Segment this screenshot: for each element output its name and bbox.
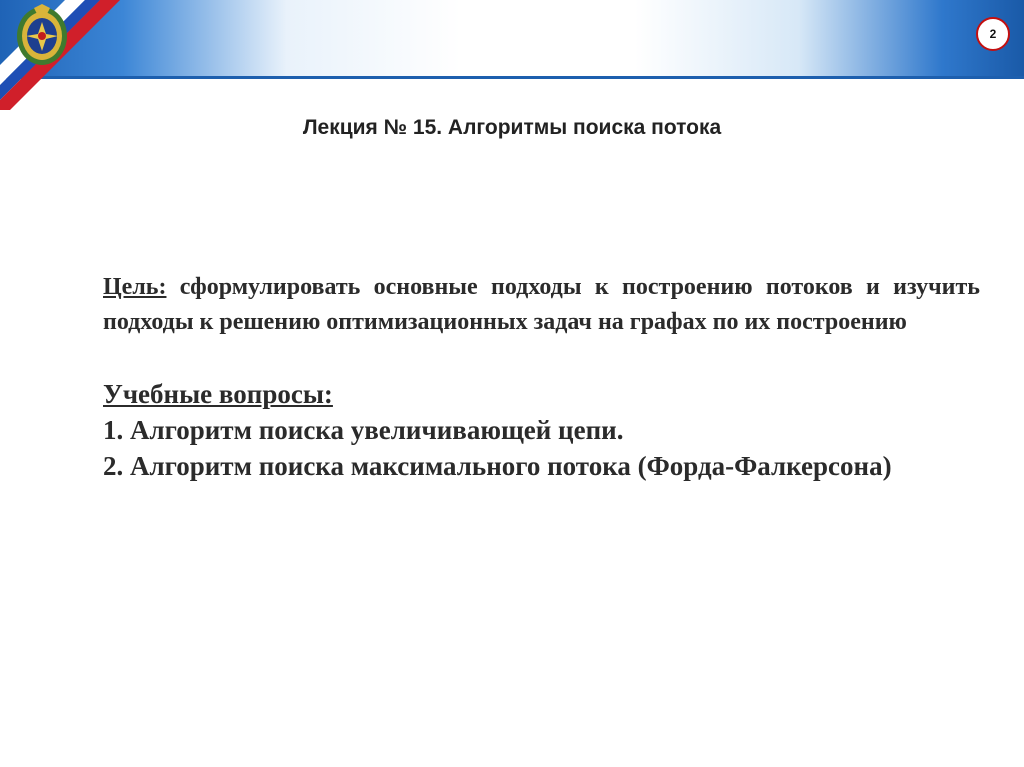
question-item: 1. Алгоритм поиска увеличивающей цепи. — [103, 415, 624, 445]
slide-title: Лекция № 15. Алгоритмы поиска потока — [302, 116, 722, 139]
question-item: 2. Алгоритм поиска максимального потока (Форда-Фалкерсона) — [103, 451, 892, 481]
page-number-badge: 2 — [976, 17, 1010, 51]
slide-content — [103, 270, 980, 484]
goal-label: Цель: — [103, 274, 167, 300]
goal-text: сформулировать основные подходы к построению потоков и изучить подходы к решению оптимизационных задач на графах по их построению — [103, 274, 980, 335]
emblem-icon — [14, 2, 70, 68]
questions-heading: Учебные вопросы: — [103, 379, 333, 409]
goal-paragraph — [103, 270, 980, 340]
study-questions — [103, 376, 980, 484]
header-bar — [0, 0, 1024, 79]
